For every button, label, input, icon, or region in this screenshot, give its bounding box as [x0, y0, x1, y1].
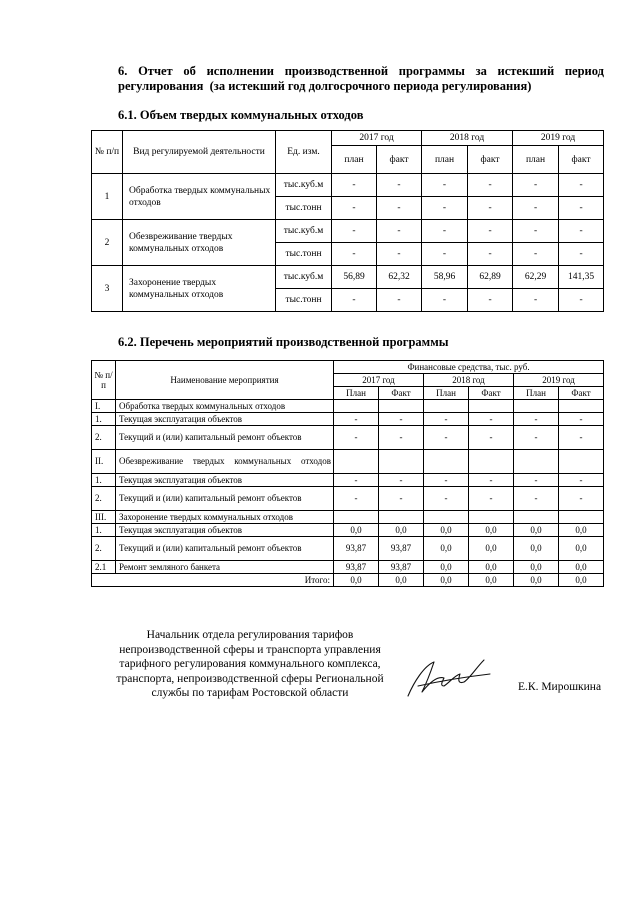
table-cell: -	[332, 197, 377, 220]
row-num: 1	[92, 174, 123, 220]
row-unit: тыс.куб.м	[276, 174, 332, 197]
header-fact: факт	[468, 146, 513, 174]
row-measure-name: Захоронение твердых коммунальных отходов	[116, 511, 334, 524]
table-cell: 0,0	[559, 524, 604, 537]
table-cell: -	[469, 426, 514, 450]
table-cell: -	[334, 426, 379, 450]
table-cell: -	[513, 174, 559, 197]
row-num: 2.	[92, 487, 116, 511]
table-row	[92, 487, 604, 511]
table-cell: 0,0	[514, 524, 559, 537]
table-cell: -	[334, 413, 379, 426]
table-cell: -	[424, 426, 469, 450]
table-cell: -	[424, 474, 469, 487]
table-cell: 0,0	[424, 561, 469, 574]
table-cell: -	[422, 174, 468, 197]
total-row	[92, 574, 604, 587]
row-num: 2	[92, 220, 123, 266]
row-activity: Обработка твердых коммунальных отходов	[123, 174, 276, 220]
table-cell	[469, 400, 514, 413]
table-cell: -	[469, 474, 514, 487]
table-cell: -	[332, 174, 377, 197]
table-row	[92, 400, 604, 413]
table-cell: -	[377, 174, 422, 197]
table-cell: -	[559, 474, 604, 487]
table-cell: 0,0	[514, 537, 559, 561]
header-finance: Финансовые средства, тыс. руб.	[334, 361, 604, 374]
table-cell: 0,0	[334, 574, 379, 587]
table-cell: -	[469, 487, 514, 511]
table-cell: -	[513, 197, 559, 220]
header-year-2018: 2018 год	[424, 374, 514, 387]
table-cell: 93,87	[379, 561, 424, 574]
header-fact: факт	[559, 146, 604, 174]
row-measure-name: Текущая эксплуатация объектов	[116, 524, 334, 537]
header-year-2019: 2019 год	[514, 374, 604, 387]
table-row	[92, 426, 604, 450]
table-cell	[424, 400, 469, 413]
section1-title: 6.1. Объем твердых коммунальных отходов	[118, 108, 364, 122]
table-cell: -	[422, 243, 468, 266]
table-cell: 0,0	[514, 561, 559, 574]
row-measure-name: Текущий и (или) капитальный ремонт объектов	[116, 487, 334, 511]
table-row	[92, 450, 604, 474]
table-cell: -	[559, 220, 604, 243]
header-plan: План	[514, 387, 559, 400]
table-cell: 0,0	[469, 524, 514, 537]
row-measure-name: Текущий и (или) капитальный ремонт объектов	[116, 426, 334, 450]
table-cell: -	[332, 289, 377, 312]
row-measure-name: Текущая эксплуатация объектов	[116, 413, 334, 426]
table-cell: -	[377, 243, 422, 266]
table-row	[92, 413, 604, 426]
row-unit: тыс.тонн	[276, 243, 332, 266]
table-row	[92, 537, 604, 561]
row-measure-name: Ремонт земляного банкета	[116, 561, 334, 574]
table-cell: -	[468, 243, 513, 266]
header-num: № п/п	[92, 131, 123, 174]
table-cell: 141,35	[559, 266, 604, 289]
table-cell	[424, 511, 469, 524]
table-cell	[514, 450, 559, 474]
row-num: II.	[92, 450, 116, 474]
table-cell: 0,0	[559, 574, 604, 587]
table-cell: 0,0	[514, 574, 559, 587]
row-unit: тыс.тонн	[276, 289, 332, 312]
table-cell: -	[468, 197, 513, 220]
row-activity: Обезвреживание твердых коммунальных отходов	[123, 220, 276, 266]
table-cell	[514, 400, 559, 413]
table-cell: 62,89	[468, 266, 513, 289]
table-cell: -	[514, 487, 559, 511]
row-num: III.	[92, 511, 116, 524]
header-fact: Факт	[379, 387, 424, 400]
table-cell	[334, 400, 379, 413]
row-num: 2.1	[92, 561, 116, 574]
table-row	[92, 524, 604, 537]
table-cell: -	[559, 243, 604, 266]
table-row	[92, 174, 604, 197]
program-measures-table	[91, 360, 604, 587]
table-cell: 0,0	[424, 524, 469, 537]
table-cell: -	[424, 487, 469, 511]
table-cell: -	[468, 289, 513, 312]
table-cell: 62,32	[377, 266, 422, 289]
row-activity: Захоронение твердых коммунальных отходов	[123, 266, 276, 312]
table-cell: 93,87	[334, 537, 379, 561]
table-cell	[559, 400, 604, 413]
table-cell: -	[379, 474, 424, 487]
table-cell: -	[377, 220, 422, 243]
table-cell	[379, 400, 424, 413]
row-num: 2.	[92, 537, 116, 561]
row-num: I.	[92, 400, 116, 413]
table-cell: 93,87	[379, 537, 424, 561]
row-unit: тыс.куб.м	[276, 266, 332, 289]
table-cell: -	[379, 487, 424, 511]
table-cell: 0,0	[559, 537, 604, 561]
header-plan: план	[422, 146, 468, 174]
report-heading	[118, 64, 604, 94]
table-cell: 0,0	[469, 574, 514, 587]
row-measure-name: Текущая эксплуатация объектов	[116, 474, 334, 487]
table-cell	[424, 450, 469, 474]
header-year-2017: 2017 год	[334, 374, 424, 387]
table-cell	[469, 511, 514, 524]
table-cell: -	[424, 413, 469, 426]
table-cell: -	[379, 426, 424, 450]
table-cell: -	[514, 413, 559, 426]
signatory-position: Начальник отдела регулирования тарифов непроизводственной сферы и транспорта управления тарифного регулирования коммунального комплекса, транспорта, непроизводственной сферы Региональной службы по тарифам Ростовской области	[116, 629, 384, 699]
table-cell: 93,87	[334, 561, 379, 574]
table-row	[92, 511, 604, 524]
table-cell	[334, 450, 379, 474]
table-cell	[559, 511, 604, 524]
row-measure-name: Текущий и (или) капитальный ремонт объектов	[116, 537, 334, 561]
table-cell: 0,0	[469, 537, 514, 561]
table-cell: -	[334, 487, 379, 511]
table-cell	[514, 511, 559, 524]
table-cell: -	[514, 474, 559, 487]
table-cell: -	[332, 243, 377, 266]
handwritten-signature	[404, 652, 494, 702]
header-year-2017: 2017 год	[332, 131, 422, 146]
header-plan: план	[332, 146, 377, 174]
table-cell: 56,89	[332, 266, 377, 289]
table-cell: -	[334, 474, 379, 487]
row-num: 1.	[92, 474, 116, 487]
row-num: 2.	[92, 426, 116, 450]
row-unit: тыс.куб.м	[276, 220, 332, 243]
header-plan: план	[513, 146, 559, 174]
header-unit: Ед. изм.	[276, 131, 332, 174]
heading-line-2: регулирования (за истекший год долгосрочного периода регулирования)	[118, 79, 532, 93]
table-row	[92, 561, 604, 574]
waste-volume-table	[91, 130, 604, 312]
table-cell: -	[422, 289, 468, 312]
header-activity: Вид регулируемой деятельности	[123, 131, 276, 174]
table-cell: -	[422, 197, 468, 220]
table-cell: 58,96	[422, 266, 468, 289]
table-cell: -	[559, 487, 604, 511]
table-cell: -	[377, 289, 422, 312]
table-cell: -	[513, 289, 559, 312]
table-cell: -	[468, 220, 513, 243]
table-cell	[379, 450, 424, 474]
table-cell: -	[332, 220, 377, 243]
table-cell: -	[469, 413, 514, 426]
row-unit: тыс.тонн	[276, 197, 332, 220]
header-fact: факт	[377, 146, 422, 174]
table-cell	[334, 511, 379, 524]
table-cell: 0,0	[424, 574, 469, 587]
table-row	[92, 266, 604, 289]
table-cell: 0,0	[559, 561, 604, 574]
header-plan: План	[424, 387, 469, 400]
row-measure-name: Обезвреживание твердых коммунальных отходов	[116, 450, 334, 474]
table-cell: 62,29	[513, 266, 559, 289]
table-cell: -	[559, 413, 604, 426]
table-cell: -	[513, 243, 559, 266]
table-cell: 0,0	[379, 574, 424, 587]
header-num: № п/п	[92, 361, 116, 400]
section2-title: 6.2. Перечень мероприятий производственной программы	[118, 335, 449, 349]
table-cell: 0,0	[469, 561, 514, 574]
table-cell: -	[468, 174, 513, 197]
row-num: 3	[92, 266, 123, 312]
header-year-2018: 2018 год	[422, 131, 513, 146]
header-year-2019: 2019 год	[513, 131, 604, 146]
heading-line-1: 6. Отчет об исполнении производственной программы за истекший период	[118, 64, 604, 78]
signer-name: Е.К. Мирошкина	[518, 681, 602, 693]
table-cell: -	[559, 426, 604, 450]
table-cell	[379, 511, 424, 524]
table-cell: 0,0	[334, 524, 379, 537]
table-cell: 0,0	[379, 524, 424, 537]
table-cell: -	[379, 413, 424, 426]
table-cell: -	[559, 289, 604, 312]
row-num: 1.	[92, 524, 116, 537]
table-cell: -	[513, 220, 559, 243]
table-cell: -	[559, 197, 604, 220]
table-cell	[559, 450, 604, 474]
total-label: Итого:	[92, 574, 334, 587]
table-cell: -	[514, 426, 559, 450]
row-measure-name: Обработка твердых коммунальных отходов	[116, 400, 334, 413]
header-fact: Факт	[469, 387, 514, 400]
row-num: 1.	[92, 413, 116, 426]
table-cell: 0,0	[424, 537, 469, 561]
table-row	[92, 220, 604, 243]
table-cell: -	[377, 197, 422, 220]
header-plan: План	[334, 387, 379, 400]
table-row	[92, 474, 604, 487]
table-cell: -	[559, 174, 604, 197]
table-cell	[469, 450, 514, 474]
table-cell: -	[422, 220, 468, 243]
header-measure-name: Наименование мероприятия	[116, 361, 334, 400]
header-fact: Факт	[559, 387, 604, 400]
